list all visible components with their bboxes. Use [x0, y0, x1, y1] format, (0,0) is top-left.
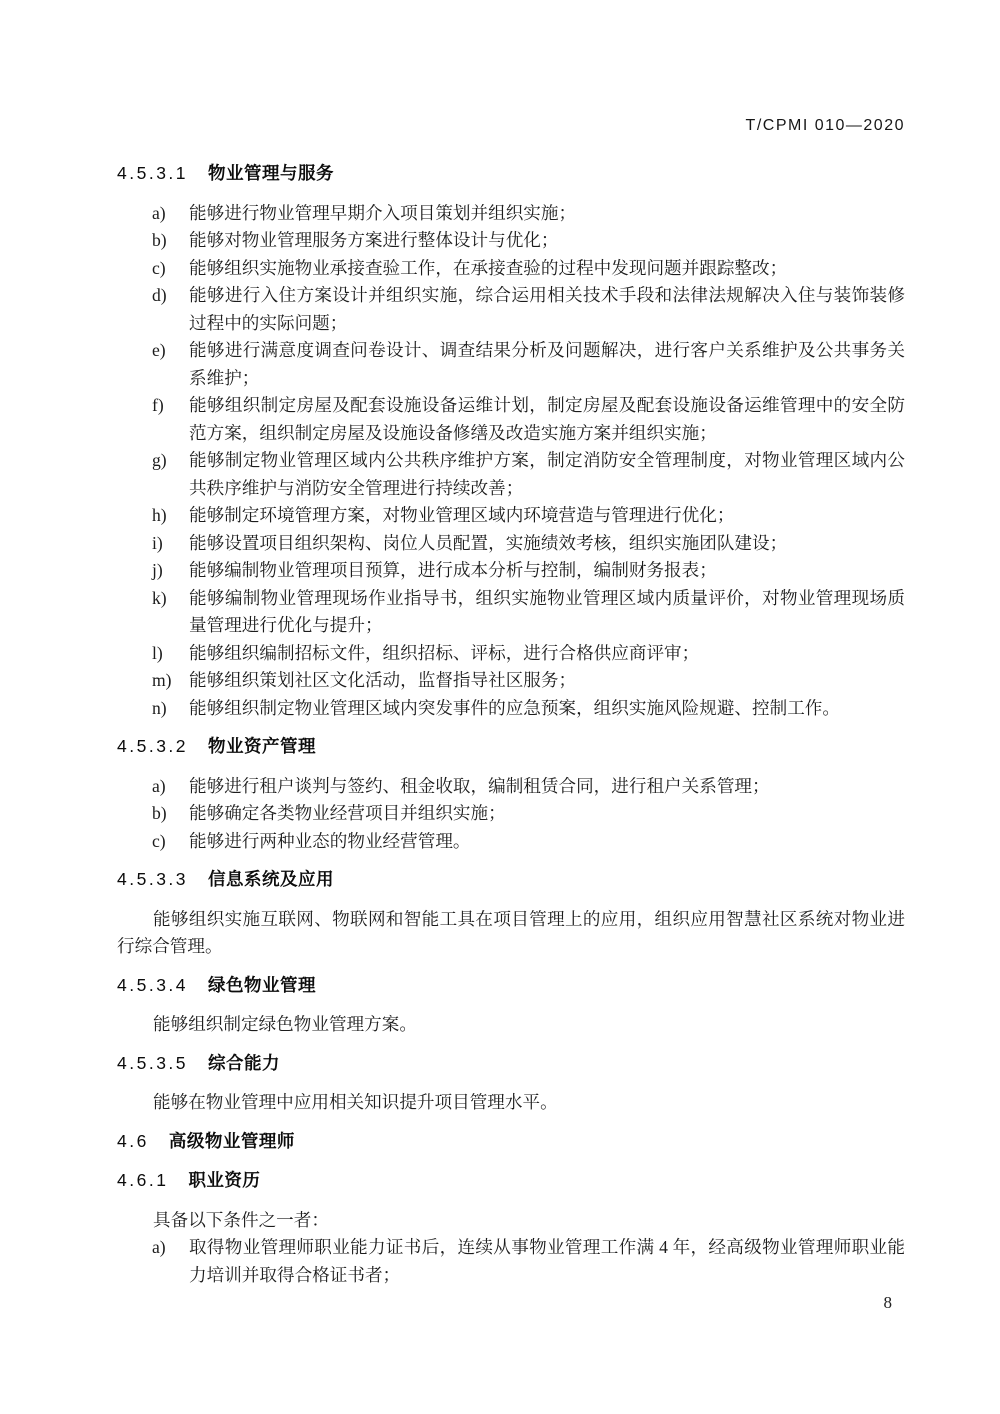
item-text: 能够进行满意度调查问卷设计、调查结果分析及问题解决，进行客户关系维护及公共事务关系维护；	[189, 340, 905, 388]
ability-list	[117, 773, 905, 856]
item-text: 能够确定各类物业经营项目并组织实施；	[189, 803, 506, 823]
section-4531	[117, 160, 905, 722]
section-heading	[117, 160, 905, 188]
item-label: m)	[152, 670, 172, 690]
list-item	[117, 773, 905, 801]
list-item	[117, 530, 905, 558]
list-item	[117, 502, 905, 530]
page-number: 8	[883, 1293, 892, 1312]
list-item	[117, 200, 905, 228]
section-461	[117, 1167, 905, 1289]
section-heading	[117, 1050, 905, 1078]
item-text: 能够组织策划社区文化活动，监督指导社区服务；	[189, 670, 577, 690]
section-4535	[117, 1050, 905, 1117]
list-item	[117, 640, 905, 668]
list-item	[117, 828, 905, 856]
ability-list	[117, 1234, 905, 1289]
paragraph: 具备以下条件之一者：	[153, 1209, 329, 1230]
section-title: 职业资历	[188, 1170, 261, 1190]
section-number: 4.5.3.2	[117, 736, 189, 756]
item-label: b)	[152, 803, 167, 823]
list-item	[117, 585, 905, 640]
item-label: c)	[152, 257, 166, 278]
paragraph: 能够在物业管理中应用相关知识提升项目管理水平。	[153, 1092, 558, 1112]
list-item	[117, 227, 905, 255]
section-title: 综合能力	[208, 1052, 281, 1073]
item-label: d)	[152, 285, 167, 305]
section-heading	[117, 866, 905, 894]
section-number: 4.5.3.1	[117, 163, 189, 183]
section-title: 绿色物业管理	[208, 974, 317, 995]
item-label: j)	[152, 560, 163, 580]
list-item	[117, 667, 905, 695]
list-item	[117, 337, 905, 392]
item-text: 能够组织实施物业承接查验工作，在承接查验的过程中发现问题并跟踪整改；	[189, 257, 788, 278]
item-text: 能够编制物业管理现场作业指导书，组织实施物业管理区域内质量评价，对物业管理现场质量管理进行优化与提升；	[189, 587, 905, 635]
item-text: 能够设置项目组织架构、岗位人员配置，实施绩效考核，组织实施团队建设；	[189, 532, 788, 553]
list-item	[117, 695, 905, 723]
item-label: e)	[152, 340, 166, 360]
item-text: 能够制定物业管理区域内公共秩序维护方案，制定消防安全管理制度，对物业管理区域内公共秩序维护与消防安全管理进行持续改善；	[189, 450, 905, 498]
item-text: 能够对物业管理服务方案进行整体设计与优化；	[189, 230, 559, 250]
item-label: b)	[152, 230, 167, 250]
section-title: 物业资产管理	[208, 736, 317, 756]
section-4532	[117, 733, 905, 855]
list-item	[117, 392, 905, 447]
item-label: a)	[152, 1237, 166, 1257]
section-heading	[117, 972, 905, 1000]
item-label: a)	[152, 202, 166, 223]
section-number: 4.6	[117, 1130, 149, 1151]
list-item	[117, 557, 905, 585]
document-content	[117, 160, 905, 1289]
item-label: k)	[152, 587, 167, 608]
section-heading	[117, 1167, 905, 1195]
doc-code: T/CPMI 010—2020	[745, 117, 905, 134]
section-46	[117, 1128, 905, 1156]
section-heading	[117, 733, 905, 761]
item-text: 能够制定环境管理方案，对物业管理区域内环境营造与管理进行优化；	[189, 505, 735, 525]
item-label: g)	[152, 450, 167, 470]
item-label: f)	[152, 395, 164, 415]
item-label: i)	[152, 532, 163, 553]
item-text: 能够进行两种业态的物业经营管理。	[189, 830, 471, 851]
section-4533	[117, 866, 905, 961]
item-text: 能够进行租户谈判与签约、租金收取，编制租赁合同，进行租户关系管理；	[189, 775, 770, 796]
paragraph: 能够组织实施互联网、物联网和智能工具在项目管理上的应用，组织应用智慧社区系统对物业进行综合管理。	[117, 908, 905, 956]
list-item	[117, 447, 905, 502]
section-heading	[117, 1128, 905, 1156]
list-item	[117, 255, 905, 283]
section-title: 高级物业管理师	[168, 1130, 295, 1151]
section-4534	[117, 972, 905, 1039]
section-number: 4.5.3.3	[117, 869, 189, 889]
item-text: 能够组织制定房屋及配套设施设备运维计划，制定房屋及配套设施设备运维管理中的安全防范方案，组织制定房屋及设施设备修缮及改造实施方案并组织实施；	[189, 395, 905, 443]
item-text: 能够组织制定物业管理区域内突发事件的应急预案，组织实施风险规避、控制工作。	[189, 697, 840, 718]
section-title: 物业管理与服务	[208, 163, 335, 183]
item-label: h)	[152, 505, 167, 525]
section-title: 信息系统及应用	[208, 869, 335, 889]
item-label: c)	[152, 830, 166, 851]
section-number: 4.6.1	[117, 1170, 169, 1190]
item-text: 能够编制物业管理项目预算，进行成本分析与控制，编制财务报表；	[189, 560, 717, 580]
section-number: 4.5.3.4	[117, 974, 189, 995]
list-item	[117, 800, 905, 828]
item-text: 取得物业管理师职业能力证书后，连续从事物业管理工作满 4 年，经高级物业管理师职业能力培训并取得合格证书者；	[189, 1237, 905, 1285]
item-text: 能够组织编制招标文件，组织招标、评标，进行合格供应商评审；	[189, 642, 700, 663]
item-text: 能够进行物业管理早期介入项目策划并组织实施；	[189, 202, 577, 223]
paragraph: 能够组织制定绿色物业管理方案。	[153, 1014, 417, 1034]
item-text: 能够进行入住方案设计并组织实施，综合运用相关技术手段和法律法规解决入住与装饰装修过程中的实际问题；	[189, 285, 905, 333]
section-number: 4.5.3.5	[117, 1052, 189, 1073]
item-label: n)	[152, 697, 167, 718]
list-item	[117, 1234, 905, 1289]
ability-list	[117, 200, 905, 723]
item-label: l)	[152, 642, 163, 663]
item-label: a)	[152, 775, 166, 796]
list-item	[117, 282, 905, 337]
